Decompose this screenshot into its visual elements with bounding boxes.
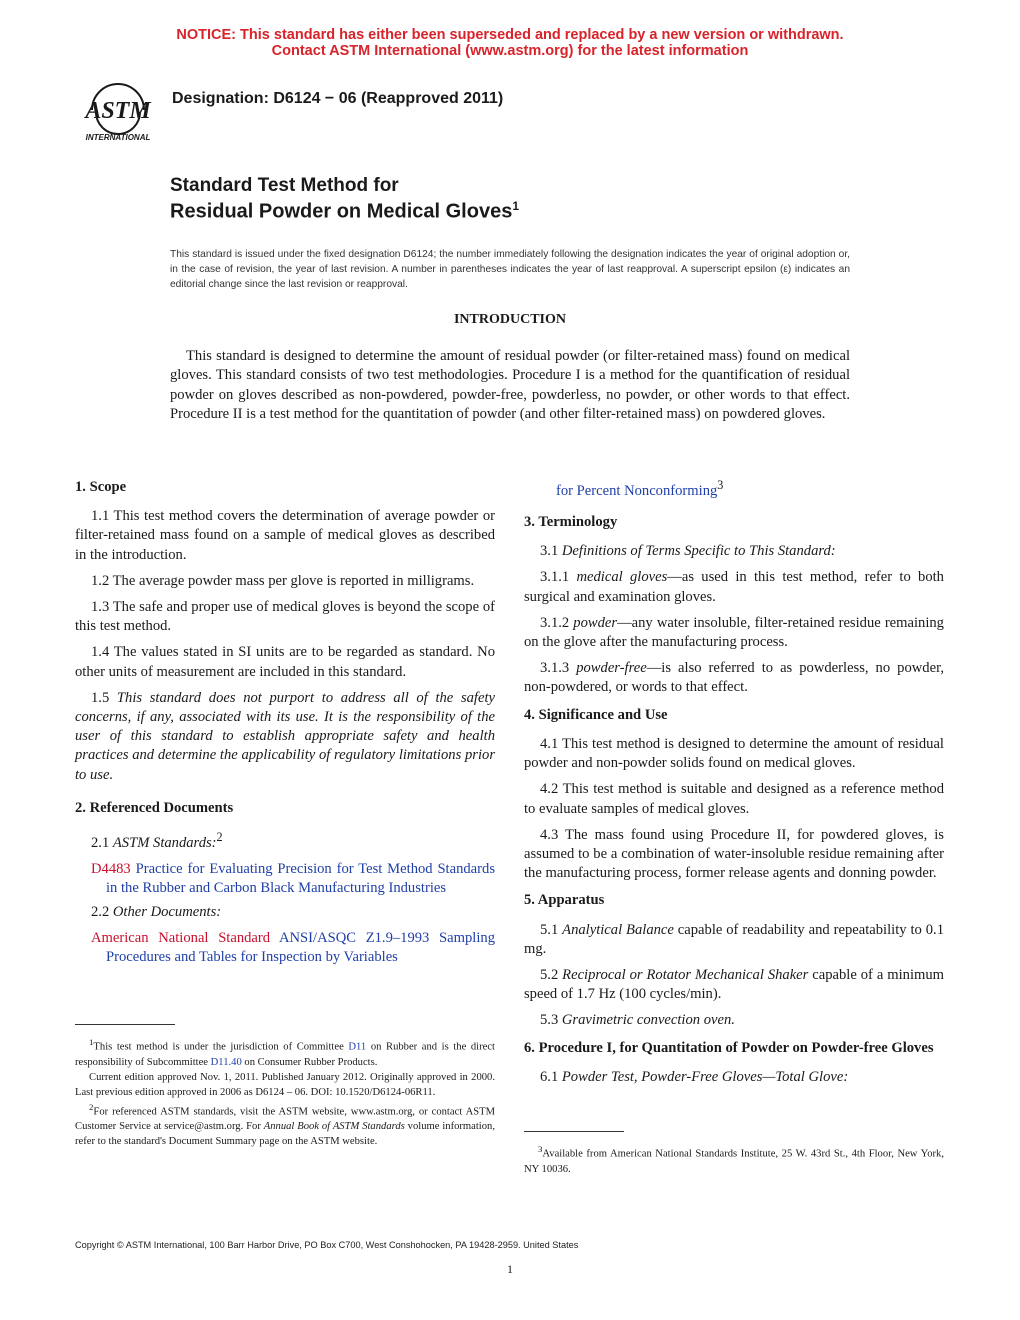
paragraph: 1.5 This standard does not purport to address all of the safety concerns, if any, associated with its use. It is the responsibility of the user of this standard to establish appropriate safety and health practices and determine the applicability of regulatory limitations prior to use.	[75, 689, 495, 783]
title-line-2: Residual Powder on Medical Gloves$^1$	[170, 199, 520, 223]
paragraph: 5.3 Gravimetric convection oven.	[540, 1012, 735, 1029]
issued-note: This standard is issued under the fixed designation D6124; the number immediately following the designation indicates the year of original adoption or, in the case of revision, the year of last revision. A number in parentheses indicates the year of last reapproval. A superscript epsilon (ε) indicates an editorial change since the last revision or reapproval.	[170, 249, 850, 290]
designation: Designation: D6124 − 06 (Reapproved 2011)	[172, 90, 504, 107]
section-heading: 4. Significance and Use	[524, 706, 668, 723]
section-heading: 3. Terminology	[524, 514, 618, 531]
section-heading: 2. Referenced Documents	[75, 799, 234, 816]
section-heading: 5. Apparatus	[524, 892, 605, 909]
reference-title[interactable]: Practice for Evaluating Precision for Test Method Standards in the Rubber and Carbon Black Manufacturing Industries	[106, 861, 495, 897]
paragraph: 4.3 The mass found using Procedure II, for powdered gloves, is assumed to be a combination of water-insoluble residue remaining after the manufacturing process, former release agents and donning powder.	[524, 826, 944, 882]
notice-line-1: NOTICE: This standard has either been superseded and replaced by a new version or withdrawn.	[176, 27, 844, 43]
notice-line-2: Contact ASTM International (www.astm.org) for the latest information	[271, 43, 749, 59]
section-heading: 6. Procedure I, for Quantitation of Powder on Powder-free Gloves	[524, 1039, 934, 1056]
reference-prefix[interactable]: American National Standard	[91, 929, 279, 946]
paragraph: 1.1 This test method covers the determination of average powder or filter-retained mass found on a sample of medical gloves as described in the introduction.	[75, 508, 495, 563]
paragraph: 3.1.3 powder-free—is also referred to as powderless, no powder, non-powdered, or words to that effect.	[524, 660, 944, 696]
title-footnote-marker: 1	[512, 199, 520, 213]
reference-ansi-continued[interactable]: for Percent Nonconforming$^3$	[556, 478, 724, 499]
astm-logo-icon	[72, 74, 164, 146]
title-line-1: Standard Test Method for	[170, 175, 399, 196]
reference-code[interactable]: D4483	[91, 861, 131, 878]
paragraph: 1.3 The safe and proper use of medical gloves is beyond the scope of this test method.	[75, 599, 495, 635]
link-d11[interactable]: D11	[348, 1041, 367, 1053]
paragraph: 6.1 Powder Test, Powder-Free Gloves—Total Glove:	[540, 1068, 849, 1085]
svg-text:ASTM: ASTM	[85, 98, 151, 124]
introduction-heading: INTRODUCTION	[453, 312, 566, 327]
paragraph: 3.1.1 medical gloves—as used in this test method, refer to both surgical and examination gloves.	[524, 569, 944, 605]
footnote-divider	[524, 1131, 624, 1132]
reference-d4483[interactable]	[91, 860, 495, 898]
paragraph: 5.2 Reciprocal or Rotator Mechanical Shaker capable of a minimum speed of 1.7 Hz (100 cycles/min).	[524, 966, 944, 1003]
footnote-3: $^3$Available from American National Standards Institute, 25 W. 43rd St., 4th Floor, New York, NY 10036.	[524, 1144, 944, 1175]
footnote-1-edition: Current edition approved Nov. 1, 2011. Published January 2012. Originally approved in 2000. Last previous edition approved in 2006 as D6124 – 06. DOI: 10.1520/D6124-06R11.	[75, 1071, 495, 1098]
footnote-1: $^1$This test method is under the jurisdiction of Committee D11 on Rubber and is the direct responsibility of Subcommittee D11.40 on Consumer Rubber Products.	[75, 1037, 495, 1068]
paragraph: 3.1.2 powder—any water insoluble, filter-retained residue remaining on the glove after the manufacturing process.	[524, 614, 944, 651]
reference-title[interactable]: ANSI/ASQC Z1.9–1993 Sampling Procedures and Tables for Inspection by Variables	[106, 929, 495, 965]
copyright: Copyright © ASTM International, 100 Barr Harbor Drive, PO Box C700, West Conshohocken, PA 19428-2959. United States	[75, 1240, 579, 1250]
right-footnotes	[524, 1142, 944, 1177]
left-footnotes	[75, 1035, 495, 1149]
page-number: 1	[507, 1262, 513, 1276]
section-heading: 1. Scope	[75, 479, 127, 495]
astm-logo	[72, 74, 164, 146]
paragraph: 2.2 Other Documents:	[91, 903, 222, 920]
paragraph: 2.1 ASTM Standards:$^2$	[91, 830, 223, 851]
link-d11-40[interactable]: D11.40	[210, 1056, 242, 1068]
paragraph: 1.4 The values stated in SI units are to be regarded as standard. No other units of measurement are included in this standard.	[75, 644, 495, 680]
paragraph: 5.1 Analytical Balance capable of readability and repeatability to 0.1 mg.	[524, 921, 944, 957]
reference-ansi[interactable]	[91, 929, 495, 967]
introduction-text: This standard is designed to determine the amount of residual powder (or filter-retained mass) found on medical gloves. This standard consists of two test methodologies. Procedure I is a method for the quantification of residual powder on gloves described as non-powdered, powder-free, powderless, no powder, or other words to that effect. Procedure II is a test method for the quantitation of powder (and other filter-retained mass) on powdered gloves.	[170, 348, 850, 423]
left-column	[75, 470, 495, 971]
paragraph: 4.2 This test method is suitable and designed as a reference method to evaluate samples of medical gloves.	[524, 781, 944, 817]
paragraph: 4.1 This test method is designed to determine the amount of residual powder and non-powder solids found on medical gloves.	[524, 735, 944, 772]
paragraph: 1.2 The average powder mass per glove is reported in milligrams.	[91, 572, 475, 589]
paragraph: 3.1 Definitions of Terms Specific to This Standard:	[540, 543, 836, 560]
svg-text:INTERNATIONAL: INTERNATIONAL	[85, 133, 151, 142]
footnote-2: $^2$For referenced ASTM standards, visit the ASTM website, www.astm.org, or contact ASTM Customer Service at service@astm.org. For Annual Book of ASTM Standards volume information, refer to the standard's Document Summary page on the ASTM website.	[75, 1101, 495, 1148]
right-column	[524, 470, 944, 1094]
footnote-divider	[75, 1024, 175, 1025]
